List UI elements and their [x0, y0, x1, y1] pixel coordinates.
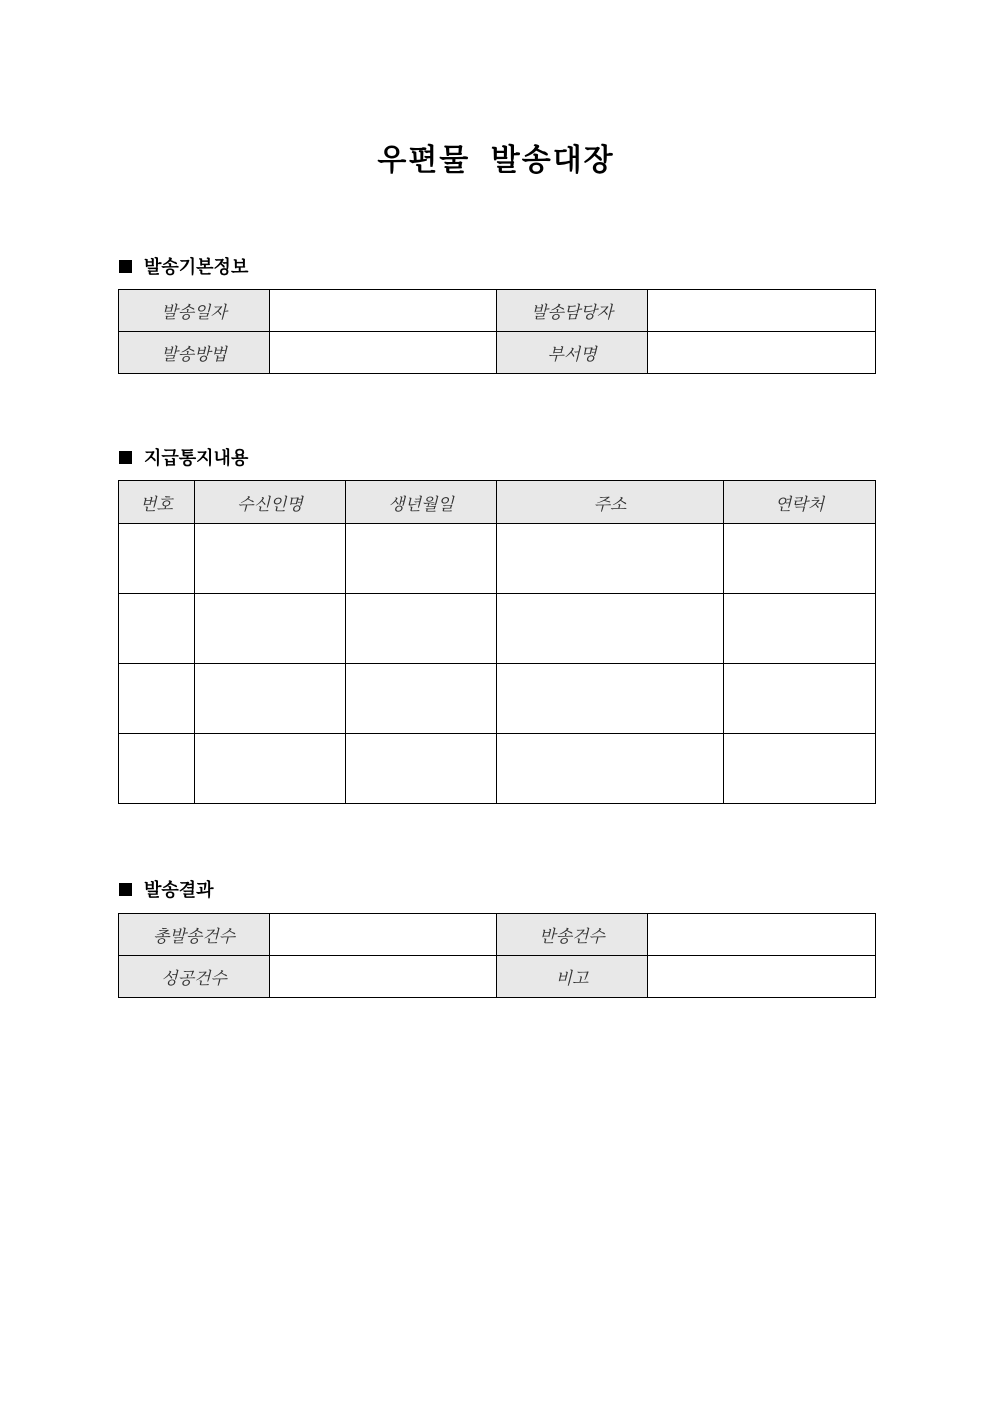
cell-contact[interactable]: [724, 524, 876, 594]
section-heading-recipients: [119, 444, 248, 470]
send-result-table: [118, 913, 876, 998]
cell-address[interactable]: [497, 594, 724, 664]
section-heading-basic-info: [119, 253, 248, 279]
cell-contact[interactable]: [724, 664, 876, 734]
field-send-method[interactable]: [270, 332, 497, 374]
label-remarks: 비고: [497, 956, 648, 998]
label-send-date: 발송일자: [119, 290, 270, 332]
section-heading-text: 발송기본정보: [144, 257, 249, 278]
field-send-manager[interactable]: [648, 290, 876, 332]
cell-number[interactable]: [119, 734, 195, 804]
label-send-method: 발송방법: [119, 332, 270, 374]
cell-recipient-name[interactable]: [195, 664, 346, 734]
cell-contact[interactable]: [724, 594, 876, 664]
cell-address[interactable]: [497, 664, 724, 734]
square-bullet-icon: [119, 883, 132, 896]
field-remarks[interactable]: [648, 956, 876, 998]
cell-address[interactable]: [497, 734, 724, 804]
recipients-table: [118, 480, 876, 804]
column-header-number: 번호: [119, 481, 195, 524]
column-header-recipient-name: 수신인명: [195, 481, 346, 524]
section-heading-result: [119, 876, 214, 902]
table-row: [119, 290, 876, 332]
label-returned: 반송건수: [497, 914, 648, 956]
table-row: [119, 664, 876, 734]
table-header-row: [119, 481, 876, 524]
cell-contact[interactable]: [724, 734, 876, 804]
label-total-sent: 총발송건수: [119, 914, 270, 956]
field-department[interactable]: [648, 332, 876, 374]
label-success: 성공건수: [119, 956, 270, 998]
label-send-manager: 발송담당자: [497, 290, 648, 332]
cell-number[interactable]: [119, 594, 195, 664]
cell-birth-date[interactable]: [346, 524, 497, 594]
table-row: [119, 914, 876, 956]
table-row: [119, 734, 876, 804]
column-header-birth-date: 생년월일: [346, 481, 497, 524]
label-department: 부서명: [497, 332, 648, 374]
cell-recipient-name[interactable]: [195, 734, 346, 804]
field-success[interactable]: [270, 956, 497, 998]
square-bullet-icon: [119, 451, 132, 464]
field-total-sent[interactable]: [270, 914, 497, 956]
cell-number[interactable]: [119, 524, 195, 594]
cell-birth-date[interactable]: [346, 734, 497, 804]
cell-number[interactable]: [119, 664, 195, 734]
page-title: 우편물 발송대장: [377, 143, 615, 178]
table-row: [119, 594, 876, 664]
column-header-address: 주소: [497, 481, 724, 524]
table-row: [119, 956, 876, 998]
cell-birth-date[interactable]: [346, 594, 497, 664]
table-row: [119, 332, 876, 374]
field-send-date[interactable]: [270, 290, 497, 332]
field-returned[interactable]: [648, 914, 876, 956]
cell-birth-date[interactable]: [346, 664, 497, 734]
section-heading-text: 발송결과: [144, 880, 214, 901]
cell-recipient-name[interactable]: [195, 524, 346, 594]
cell-recipient-name[interactable]: [195, 594, 346, 664]
basic-info-table: [118, 289, 876, 374]
square-bullet-icon: [119, 260, 132, 273]
column-header-contact: 연락처: [724, 481, 876, 524]
table-row: [119, 524, 876, 594]
section-heading-text: 지급통지내용: [144, 448, 249, 469]
cell-address[interactable]: [497, 524, 724, 594]
